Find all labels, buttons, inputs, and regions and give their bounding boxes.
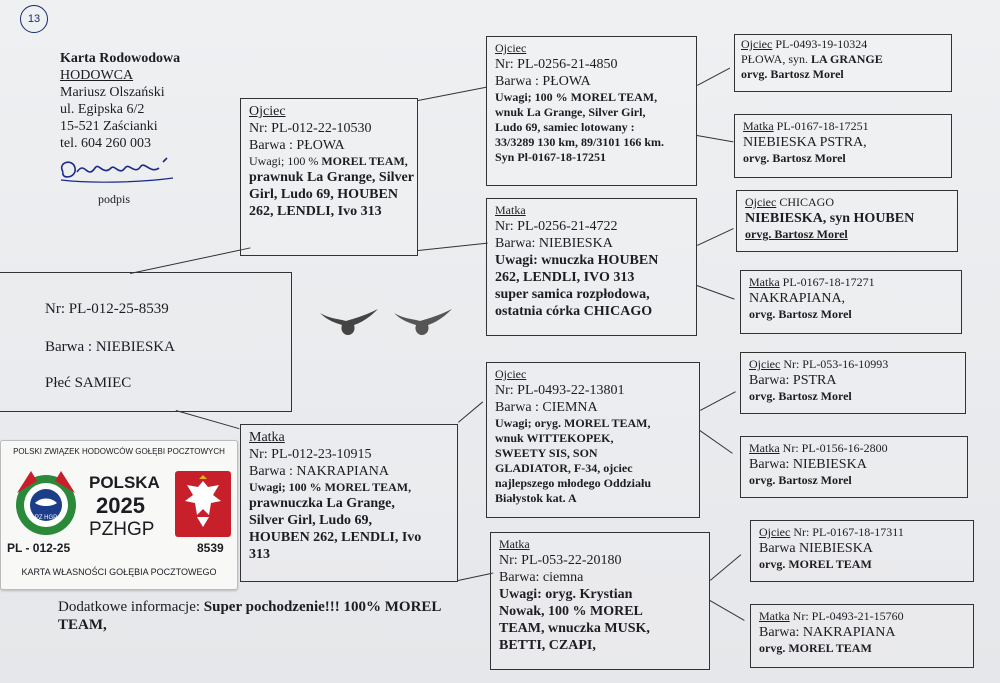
connector	[418, 243, 488, 251]
mmf-label: Ojciec	[759, 525, 791, 539]
mfm-breeder: orvg. Bartosz Morel	[749, 473, 852, 487]
mf-ring-number: Nr: PL-0493-22-13801	[495, 383, 625, 398]
mm-notes-line: Nowak, 100 % MOREL	[499, 604, 643, 619]
connector	[697, 228, 734, 246]
mm-label: Matka	[499, 537, 530, 551]
mother-notes-line: 313	[249, 547, 270, 562]
ff-notes-line: Ludo 69, samiec lotowany :	[495, 120, 635, 134]
mf-notes-line: Uwagi; oryg. MOREL TEAM,	[495, 416, 651, 430]
paternal-grandmother-box	[486, 198, 697, 336]
fm-label: Matka	[495, 203, 526, 217]
ffm-breeder: orvg. Bartosz Morel	[743, 151, 846, 165]
father-label: Ojciec	[249, 104, 286, 119]
emblem-text: PZ HGP	[34, 515, 58, 521]
main-sex: Płeć SAMIEC	[45, 375, 132, 391]
father-notes-prefix: Uwagi; 100 %	[249, 154, 322, 168]
pzhgp-emblem-icon	[9, 463, 83, 541]
fm-notes-line: super samica rozpłodowa,	[495, 287, 650, 302]
mother-notes-line: HOUBEN 262, LENDLI, Ivo	[249, 530, 422, 545]
ownership-card	[0, 440, 238, 590]
main-color: Barwa : NIEBIESKA	[45, 339, 175, 355]
connector	[130, 247, 251, 274]
mff-breeder: orvg. Bartosz Morel	[749, 389, 852, 403]
signature-label: podpis	[98, 192, 131, 206]
mother-notes: Uwagi; 100 % MOREL TEAM,	[249, 480, 412, 494]
mmf-ring-number: Nr: PL-0167-18-17311	[790, 525, 904, 539]
fm-notes-line: ostatnia córka CHICAGO	[495, 304, 653, 319]
breeder-street: ul. Egipska 6/2	[60, 102, 145, 117]
mfm-color: Barwa: NIEBIESKA	[749, 457, 867, 472]
connector	[697, 285, 735, 300]
additional-info-text: Super pochodzenie!!! 100% MOREL	[203, 599, 442, 615]
fm-mother-box	[740, 270, 962, 334]
polish-eagle-icon	[175, 471, 231, 537]
fff-sire-name: LA GRANGE	[811, 52, 883, 66]
ffm-ring-number: PL-0167-18-17251	[773, 119, 869, 133]
mff-label: Ojciec	[749, 357, 781, 371]
mff-color: Barwa: PSTRA	[749, 373, 837, 388]
fff-color: PŁOWA, syn.	[741, 52, 812, 66]
pigeon-main-box	[0, 272, 292, 412]
fmm-ring-number: PL-0167-18-17271	[779, 275, 875, 289]
maternal-grandfather-box	[486, 362, 700, 518]
mother-box	[240, 424, 458, 582]
fm-color: Barwa: NIEBIESKA	[495, 236, 613, 251]
mf-color: Barwa : CIEMNA	[495, 400, 598, 415]
ffm-label: Matka	[743, 119, 774, 133]
mf-mother-box	[740, 436, 968, 498]
ff-color: Barwa : PŁOWA	[495, 74, 591, 89]
father-color: Barwa : PŁOWA	[249, 138, 345, 153]
mm-notes-line: BETTI, CZAPI,	[499, 638, 596, 653]
fmm-breeder: orvg. Bartosz Morel	[749, 307, 852, 321]
ff-father-box	[734, 34, 952, 92]
ffm-color: NIEBIESKA PSTRA,	[743, 135, 867, 150]
ff-ring-number: Nr: PL-0256-21-4850	[495, 57, 618, 72]
mf-father-box	[740, 352, 966, 414]
fm-notes-line: 262, LENDLI, IVO 313	[495, 270, 635, 285]
fmf-breeder: orvg. Bartosz Morel	[745, 227, 848, 241]
card-org: PZHGP	[89, 519, 155, 540]
connector	[699, 430, 732, 454]
mff-ring-number: Nr: PL-053-16-10993	[780, 357, 889, 371]
fmf-color: NIEBIESKA, syn HOUBEN	[745, 211, 915, 226]
mother-color: Barwa : NAKRAPIANA	[249, 464, 389, 479]
mmm-ring-number: Nr: PL-0493-21-15760	[789, 609, 904, 623]
mm-father-box	[750, 520, 974, 582]
ff-notes-line: wnuk La Grange, Silver Girl,	[495, 105, 646, 119]
connector	[458, 573, 493, 581]
father-notes-team: MOREL TEAM,	[321, 154, 408, 168]
mm-ring-number: Nr: PL-053-22-20180	[499, 553, 622, 568]
connector	[697, 135, 734, 142]
ff-notes-line: 33/3289 130 km, 89/3101 166 km.	[495, 135, 665, 149]
signature	[55, 150, 185, 190]
connector	[176, 410, 240, 429]
ff-label: Ojciec	[495, 41, 527, 55]
fmf-label: Ojciec	[745, 195, 777, 209]
mf-notes-line: wnuk WITTEKOPEK,	[495, 431, 614, 445]
fff-ring-number: PL-0493-19-10324	[772, 37, 868, 51]
ff-notes-line: Syn Pl-0167-18-17251	[495, 150, 606, 164]
connector	[697, 68, 730, 86]
ff-notes-line: Uwagi; 100 % MOREL TEAM,	[495, 90, 658, 104]
additional-info	[58, 598, 478, 634]
card-number: 8539	[197, 541, 224, 555]
main-ring-number: Nr: PL-012-25-8539	[45, 301, 169, 317]
connector	[710, 554, 741, 580]
fff-breeder: orvg. Bartosz Morel	[741, 67, 844, 81]
fmf-ring-number: CHICAGO	[776, 195, 834, 209]
mfm-label: Matka	[749, 441, 780, 455]
fmm-label: Matka	[749, 275, 780, 289]
breeder-header	[60, 50, 180, 152]
connector	[700, 391, 736, 411]
fm-father-box	[736, 190, 958, 252]
card-year: 2025	[96, 493, 145, 518]
mmf-color: Barwa NIEBIESKA	[759, 541, 873, 556]
mmf-breeder: orvg. MOREL TEAM	[759, 557, 872, 571]
card-bottom-text: KARTA WŁASNOŚCI GOŁĘBIA POCZTOWEGO	[21, 567, 217, 577]
mf-notes-line: Białystok kat. A	[495, 491, 577, 505]
fmm-color: NAKRAPIANA,	[749, 291, 846, 306]
pigeon-icon	[392, 305, 454, 339]
mother-ring-number: Nr: PL-012-23-10915	[249, 447, 372, 462]
mmm-color: Barwa: NAKRAPIANA	[759, 625, 896, 640]
father-notes-line: 262, LENDLI, Ivo 313	[249, 204, 382, 219]
card-ring-number: PL - 012-25	[7, 541, 71, 555]
father-ring-number: Nr: PL-012-22-10530	[249, 121, 372, 136]
breeder-phone: tel. 604 260 003	[60, 136, 151, 151]
card-top-text: POLSKI ZWIĄZEK HODOWCÓW GOŁĘBI POCZTOWYCH	[13, 447, 225, 456]
maternal-grandmother-box	[490, 532, 710, 670]
mother-notes-line: prawnuczka La Grange,	[249, 496, 395, 511]
mfm-ring-number: Nr: PL-0156-16-2800	[779, 441, 888, 455]
document-title: Karta Rodowodowa	[60, 51, 181, 66]
ff-mother-box	[734, 114, 952, 178]
additional-info-text: TEAM,	[58, 617, 107, 633]
father-notes-line: prawnuk La Grange, Silver	[249, 170, 414, 185]
mmm-label: Matka	[759, 609, 790, 623]
connector	[458, 401, 483, 422]
mf-label: Ojciec	[495, 367, 527, 381]
pigeon-icon	[318, 305, 380, 339]
fm-ring-number: Nr: PL-0256-21-4722	[495, 219, 618, 234]
additional-info-label: Dodatkowe informacje:	[58, 599, 204, 615]
breeder-city: 15-521 Zaścianki	[60, 119, 158, 134]
mother-notes-line: Silver Girl, Ludo 69,	[249, 513, 373, 528]
mf-notes-line: GLADIATOR, F-34, ojciec	[495, 461, 633, 475]
paternal-grandfather-box	[486, 36, 697, 186]
mm-color: Barwa: ciemna	[499, 570, 584, 585]
mother-label: Matka	[249, 430, 285, 445]
connector	[710, 600, 745, 621]
mf-notes-line: najlepszego młodego Oddziału	[495, 476, 652, 490]
breeder-label: HODOWCA	[60, 68, 134, 83]
mmm-breeder: orvg. MOREL TEAM	[759, 641, 872, 655]
breeder-name: Mariusz Olszański	[60, 85, 165, 100]
connector	[418, 87, 487, 101]
father-box	[240, 98, 418, 256]
mm-notes-line: Uwagi: oryg. Krystian	[499, 587, 633, 602]
mm-mother-box	[750, 604, 974, 668]
page-number: 13	[20, 5, 48, 33]
fm-notes-line: Uwagi: wnuczka HOUBEN	[495, 253, 659, 268]
mm-notes-line: TEAM, wnuczka MUSK,	[499, 621, 650, 636]
card-country: POLSKA	[89, 473, 160, 492]
fff-label: Ojciec	[741, 37, 773, 51]
mf-notes-line: SWEETY SIS, SON	[495, 446, 598, 460]
father-notes-line: Girl, Ludo 69, HOUBEN	[249, 187, 398, 202]
